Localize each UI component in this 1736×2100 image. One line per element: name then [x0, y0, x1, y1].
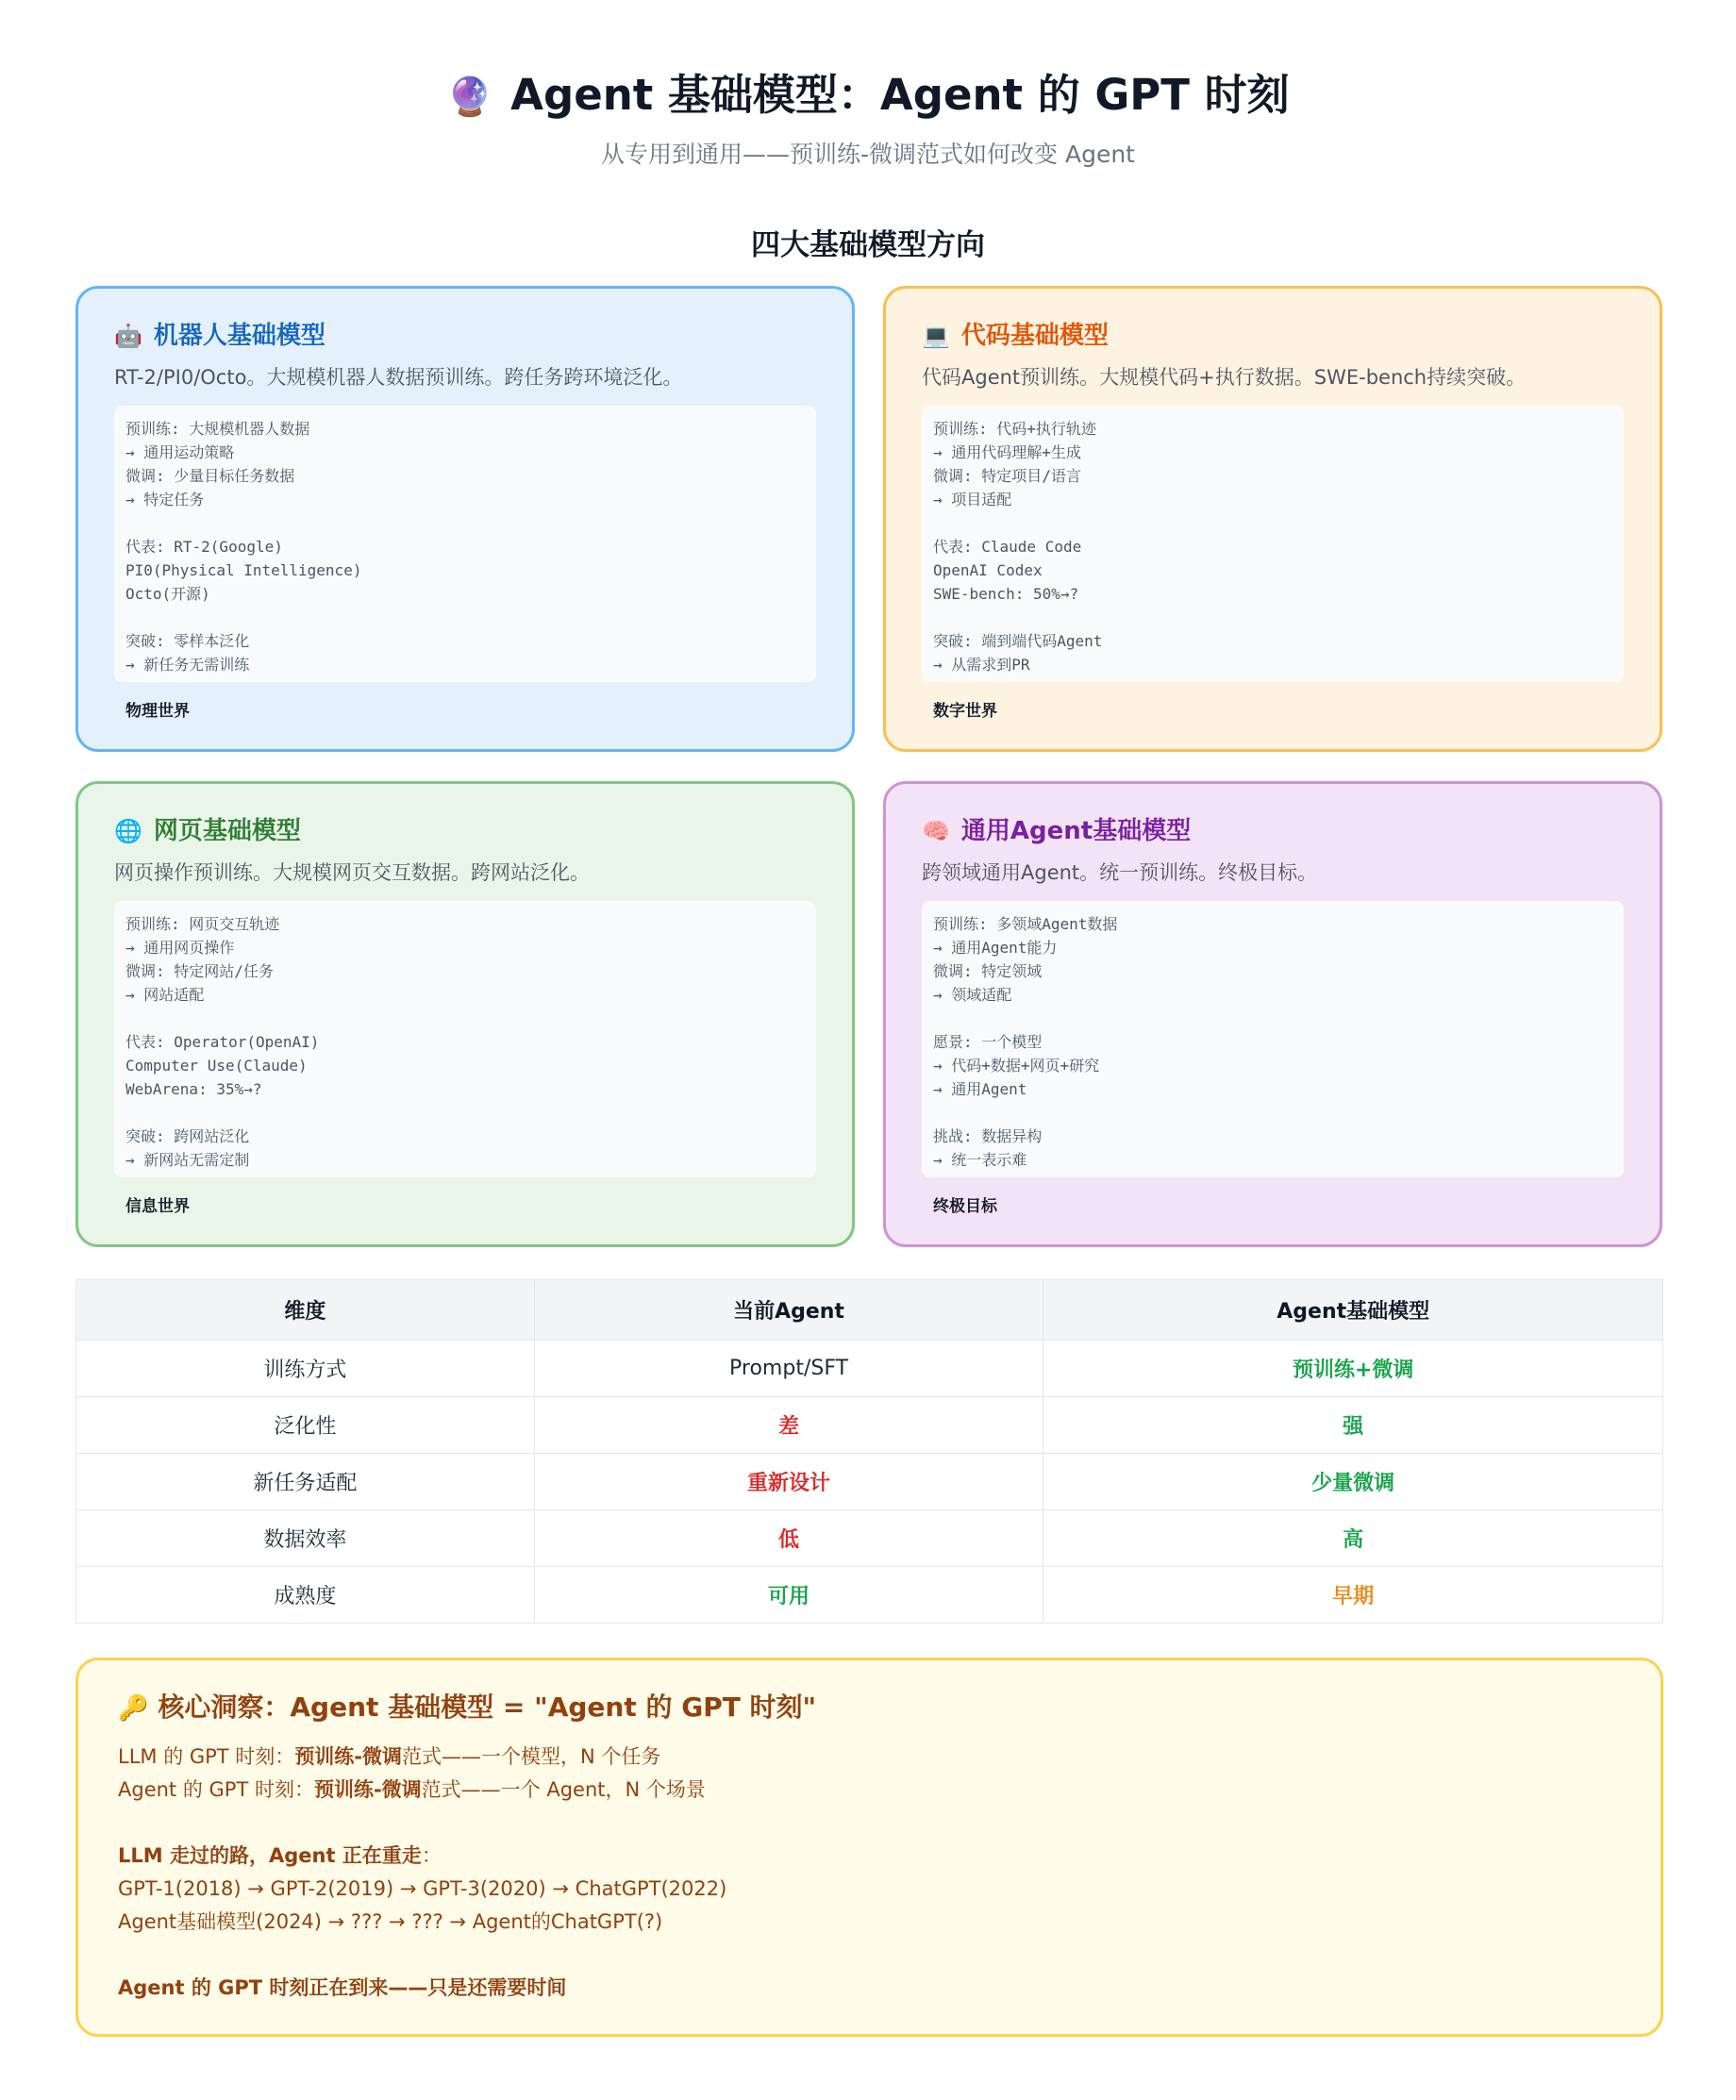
detail-line: 突破: 跨网站泛化 [125, 1127, 250, 1145]
detail-line: 预训练: 大规模机器人数据 [125, 420, 310, 438]
card-robot-foundation-model [75, 286, 855, 752]
card-detail-block [922, 901, 1624, 1177]
detail-line: 微调: 特定项目/语言 [933, 467, 1081, 485]
crystal-ball-icon: 🔮 [446, 75, 494, 119]
detail-line: → 从需求到PR [933, 656, 1030, 674]
table-cell: 差 [534, 1397, 1043, 1454]
detail-line: 预训练: 代码+执行轨迹 [933, 420, 1096, 438]
card-tag: 信息世界 [125, 1197, 190, 1216]
table-cell: 预训练+微调 [1043, 1341, 1663, 1397]
table-cell: 强 [1043, 1397, 1663, 1454]
card-tag: 物理世界 [125, 702, 190, 721]
table-cell: 训练方式 [76, 1341, 535, 1397]
table-row [76, 1397, 1663, 1454]
detail-line: → 网站适配 [125, 986, 205, 1004]
table-cell: 重新设计 [534, 1454, 1043, 1510]
page-title: 🔮 Agent 基础模型：Agent 的 GPT 时刻 [446, 70, 1290, 120]
table-row [76, 1510, 1663, 1567]
card-code-foundation-model [883, 286, 1662, 752]
detail-line: → 统一表示难 [933, 1151, 1027, 1169]
core-insight-box [75, 1658, 1663, 2037]
card-detail-block [922, 406, 1624, 682]
detail-line: PI0(Physical Intelligence) [125, 561, 362, 579]
detail-line [125, 1007, 805, 1030]
table-cell: 可用 [534, 1567, 1043, 1624]
detail-line: OpenAI Codex [933, 561, 1043, 579]
detail-line: → 通用Agent [933, 1080, 1027, 1098]
card-description: RT-2/PI0/Octo。大规模机器人数据预训练。跨任务跨环境泛化。 [114, 366, 683, 389]
table-cell: 新任务适配 [76, 1454, 535, 1510]
insight-line: LLM 走过的路，Agent 正在重走： [118, 1844, 442, 1867]
page-subtitle: 从专用到通用——预训练-微调范式如何改变 Agent [601, 141, 1135, 168]
detail-line: 代表: Claude Code [933, 538, 1082, 556]
card-detail-block [114, 406, 816, 682]
detail-line: 愿景: 一个模型 [933, 1033, 1043, 1051]
detail-line: → 通用代码理解+生成 [933, 443, 1081, 461]
insight-line: Agent基础模型(2024) → ??? → ??? → Agent的ChatGPT(?) [118, 1910, 663, 1933]
detail-line: 预训练: 网页交互轨迹 [125, 915, 280, 933]
insight-title: 🔑 核心洞察：Agent 基础模型 = "Agent 的 GPT 时刻" [118, 1692, 817, 1723]
detail-line [933, 1007, 1612, 1030]
detail-line [933, 511, 1612, 535]
card-title: 🧠 通用Agent基础模型 [922, 812, 1624, 850]
table-header: Agent基础模型 [1043, 1280, 1663, 1341]
insight-line: LLM 的 GPT 时刻：预训练-微调范式——一个模型，N 个任务 [118, 1745, 661, 1768]
card-general-agent-foundation-model [883, 781, 1662, 1247]
card-tag: 终极目标 [933, 1197, 997, 1216]
detail-line: 代表: RT-2(Google) [125, 538, 283, 556]
section-title: 四大基础模型方向 [751, 228, 985, 262]
detail-line: Computer Use(Claude) [125, 1057, 308, 1075]
card-title: 🤖 机器人基础模型 [114, 317, 816, 355]
detail-line: → 新任务无需训练 [125, 656, 250, 674]
model-directions-grid [75, 286, 1662, 1247]
table-cell: Prompt/SFT [534, 1341, 1043, 1397]
detail-line: 挑战: 数据异构 [933, 1127, 1043, 1145]
table-cell: 少量微调 [1043, 1454, 1663, 1510]
detail-line: SWE-bench: 50%→? [933, 585, 1079, 603]
table-header: 维度 [76, 1280, 535, 1341]
table-cell: 高 [1043, 1510, 1663, 1567]
detail-line: 突破: 零样本泛化 [125, 632, 250, 650]
detail-line: 微调: 特定领域 [933, 962, 1043, 980]
insight-line: Agent 的 GPT 时刻：预训练-微调范式——一个 Agent，N 个场景 [118, 1778, 706, 1801]
comparison-table [75, 1279, 1663, 1624]
table-row [76, 1567, 1663, 1624]
key-icon: 🔑 [118, 1694, 149, 1723]
insight-conclusion: Agent 的 GPT 时刻正在到来——只是还需要时间 [118, 1976, 567, 1999]
detail-line: → 新网站无需定制 [125, 1151, 250, 1169]
card-description: 跨领域通用Agent。统一预训练。终极目标。 [922, 861, 1318, 884]
detail-line: → 代码+数据+网页+研究 [933, 1057, 1100, 1075]
table-row [76, 1454, 1663, 1510]
table-cell: 泛化性 [76, 1397, 535, 1454]
table-cell: 成熟度 [76, 1567, 535, 1624]
detail-line [125, 606, 805, 629]
detail-line: → 通用网页操作 [125, 939, 235, 957]
card-title: 💻 代码基础模型 [922, 317, 1624, 355]
card-description: 网页操作预训练。大规模网页交互数据。跨网站泛化。 [114, 861, 590, 884]
card-title: 🌐 网页基础模型 [114, 812, 816, 850]
table-row [76, 1341, 1663, 1397]
detail-line: → 项目适配 [933, 491, 1012, 508]
detail-line: → 通用Agent能力 [933, 939, 1058, 957]
detail-line [933, 606, 1612, 629]
detail-line: → 特定任务 [125, 491, 205, 508]
laptop-icon: 💻 [922, 323, 950, 349]
detail-line: 代表: Operator(OpenAI) [125, 1033, 320, 1051]
card-detail-block [114, 901, 816, 1177]
table-cell: 低 [534, 1510, 1043, 1567]
detail-line: 微调: 特定网站/任务 [125, 962, 274, 980]
detail-line [125, 511, 805, 535]
card-web-foundation-model [75, 781, 855, 1247]
table-header: 当前Agent [534, 1280, 1043, 1341]
detail-line [125, 1101, 805, 1125]
card-tag: 数字世界 [933, 702, 997, 721]
detail-line: Octo(开源) [125, 585, 210, 603]
insight-line: GPT-1(2018) → GPT-2(2019) → GPT-3(2020) → ChatGPT(2022) [118, 1877, 727, 1900]
detail-line [933, 1101, 1612, 1125]
table-cell: 数据效率 [76, 1510, 535, 1567]
table-cell: 早期 [1043, 1567, 1663, 1624]
card-description: 代码Agent预训练。大规模代码+执行数据。SWE-bench持续突破。 [922, 366, 1527, 389]
robot-icon: 🤖 [114, 323, 142, 349]
detail-line: → 领域适配 [933, 986, 1012, 1004]
detail-line: 微调: 少量目标任务数据 [125, 467, 295, 485]
table-header-row [76, 1280, 1663, 1341]
detail-line: WebArena: 35%→? [125, 1080, 262, 1098]
detail-line: → 通用运动策略 [125, 443, 235, 461]
globe-icon: 🌐 [114, 818, 142, 844]
detail-line: 突破: 端到端代码Agent [933, 632, 1103, 650]
brain-icon: 🧠 [922, 818, 950, 844]
detail-line: 预训练: 多领域Agent数据 [933, 915, 1118, 933]
header [0, 0, 1736, 264]
